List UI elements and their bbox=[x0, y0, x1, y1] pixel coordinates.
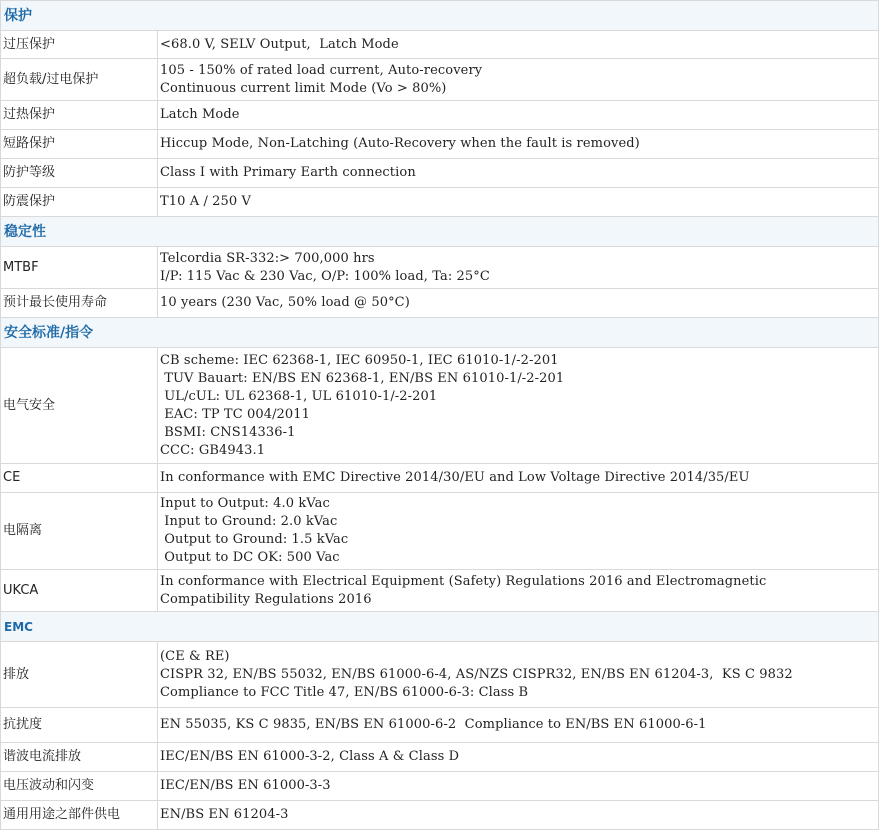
row-label: 电压波动和闪变 bbox=[1, 772, 158, 801]
row-value: 105 - 150% of rated load current, Auto-recovery Continuous current limit Mode (Vo > 80%) bbox=[158, 59, 879, 101]
row-label: UKCA bbox=[1, 570, 158, 612]
row-label: 电气安全 bbox=[1, 348, 158, 464]
row-label: 谐波电流排放 bbox=[1, 743, 158, 772]
row-value: Latch Mode bbox=[158, 101, 879, 130]
table-row bbox=[1, 247, 879, 289]
row-label: 超负载/过电保护 bbox=[1, 59, 158, 101]
row-label: 电隔离 bbox=[1, 493, 158, 570]
row-label: 预计最长使用寿命 bbox=[1, 289, 158, 318]
row-label: MTBF bbox=[1, 247, 158, 289]
section-header-emc bbox=[1, 612, 879, 642]
row-value: EN 55035, KS C 9835, EN/BS EN 61000-6-2 Compliance to EN/BS EN 61000-6-1 bbox=[158, 708, 879, 743]
section-header-protection bbox=[1, 1, 879, 31]
row-label: 抗扰度 bbox=[1, 708, 158, 743]
table-row bbox=[1, 130, 879, 159]
table-row bbox=[1, 289, 879, 318]
row-label: 通用用途之部件供电 bbox=[1, 801, 158, 830]
table-row bbox=[1, 188, 879, 217]
row-label: 防震保护 bbox=[1, 188, 158, 217]
row-label: CE bbox=[1, 464, 158, 493]
row-value: IEC/EN/BS EN 61000-3-3 bbox=[158, 772, 879, 801]
row-value: Hiccup Mode, Non-Latching (Auto-Recovery when the fault is removed) bbox=[158, 130, 879, 159]
section-title: 稳定性 bbox=[1, 217, 879, 247]
row-label: 过热保护 bbox=[1, 101, 158, 130]
row-value: In conformance with Electrical Equipment (Safety) Regulations 2016 and Electromagnetic Compatibility Regulations 2016 bbox=[158, 570, 879, 612]
row-value: T10 A / 250 V bbox=[158, 188, 879, 217]
row-value: Class I with Primary Earth connection bbox=[158, 159, 879, 188]
section-title: 安全标准/指令 bbox=[1, 318, 879, 348]
row-value: (CE & RE) CISPR 32, EN/BS 55032, EN/BS 61000-6-4, AS/NZS CISPR32, EN/BS EN 61204-3, KS C 9832 Compliance to FCC Title 47, EN/BS 61000-6-3: Class B bbox=[158, 642, 879, 708]
row-value: Input to Output: 4.0 kVac Input to Ground: 2.0 kVac Output to Ground: 1.5 kVac Output to DC OK: 500 Vac bbox=[158, 493, 879, 570]
table-row bbox=[1, 743, 879, 772]
table-row bbox=[1, 464, 879, 493]
table-row bbox=[1, 101, 879, 130]
table-row bbox=[1, 772, 879, 801]
row-value: EN/BS EN 61204-3 bbox=[158, 801, 879, 830]
row-value: <68.0 V, SELV Output, Latch Mode bbox=[158, 31, 879, 59]
table-row bbox=[1, 31, 879, 59]
table-row bbox=[1, 348, 879, 464]
section-title: 保护 bbox=[1, 1, 879, 31]
row-value: CB scheme: IEC 62368-1, IEC 60950-1, IEC 61010-1/-2-201 TUV Bauart: EN/BS EN 62368-1, EN/BS EN 61010-1/-2-201 UL/cUL: UL 62368-1, UL 61010-1/-2-201 EAC: TP TC 004/2011 BSMI: CNS14336-1 CCC: GB4943.1 bbox=[158, 348, 879, 464]
table-row bbox=[1, 708, 879, 743]
table-row bbox=[1, 642, 879, 708]
row-value: 10 years (230 Vac, 50% load @ 50°C) bbox=[158, 289, 879, 318]
table-row bbox=[1, 159, 879, 188]
row-label: 排放 bbox=[1, 642, 158, 708]
row-label: 防护等级 bbox=[1, 159, 158, 188]
table-row bbox=[1, 801, 879, 830]
section-title: EMC bbox=[1, 612, 879, 642]
table-row bbox=[1, 570, 879, 612]
row-label: 短路保护 bbox=[1, 130, 158, 159]
row-value: In conformance with EMC Directive 2014/30/EU and Low Voltage Directive 2014/35/EU bbox=[158, 464, 879, 493]
section-header-reliability bbox=[1, 217, 879, 247]
row-value: IEC/EN/BS EN 61000-3-2, Class A & Class D bbox=[158, 743, 879, 772]
section-header-safety bbox=[1, 318, 879, 348]
table-row bbox=[1, 59, 879, 101]
row-value: Telcordia SR-332:> 700,000 hrs I/P: 115 Vac & 230 Vac, O/P: 100% load, Ta: 25°C bbox=[158, 247, 879, 289]
row-label: 过压保护 bbox=[1, 31, 158, 59]
table-row bbox=[1, 493, 879, 570]
